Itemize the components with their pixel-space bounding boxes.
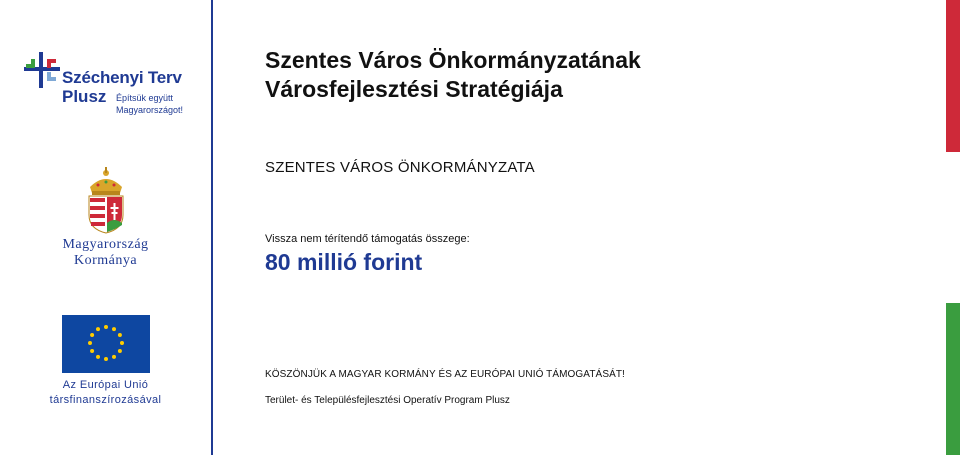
szechenyi-cross-icon bbox=[22, 50, 62, 90]
eu-line2: társfinanszírozásával bbox=[49, 394, 162, 406]
program-name: Terület- és Településfejlesztési Operatív Program Plusz bbox=[265, 395, 510, 406]
szechenyi-plusz: Plusz bbox=[62, 87, 107, 106]
support-label: Vissza nem térítendő támogatás összege: bbox=[265, 233, 470, 245]
eu-stars-icon bbox=[62, 315, 150, 373]
government-line1: Magyarország bbox=[62, 237, 149, 252]
logo-column bbox=[0, 0, 211, 455]
beneficiary-name: SZENTES VÁROS ÖNKORMÁNYZATA bbox=[265, 159, 535, 176]
hungarian-coat-of-arms-icon bbox=[76, 165, 136, 235]
thanks-text: KÖSZÖNJÜK A MAGYAR KORMÁNY ÉS AZ EURÓPAI UNIÓ TÁMOGATÁSÁT! bbox=[265, 369, 625, 380]
project-title bbox=[265, 46, 641, 104]
szechenyi-tagline-line2: Magyarországot! bbox=[116, 105, 184, 115]
vertical-divider bbox=[211, 0, 213, 455]
szechenyi-tagline-line1: Építsük együtt bbox=[116, 93, 174, 103]
szechenyi-tagline bbox=[116, 92, 206, 116]
eu-line1: Az Európai Unió bbox=[62, 379, 149, 391]
flag-stripe-red bbox=[946, 0, 960, 152]
project-title-line1: Szentes Város Önkormányzatának bbox=[265, 47, 641, 73]
project-title-line2: Városfejlesztési Stratégiája bbox=[265, 76, 563, 102]
szechenyi-title: Széchenyi Terv bbox=[62, 68, 182, 87]
government-line2: Kormánya bbox=[73, 253, 138, 268]
eu-flag-icon bbox=[62, 315, 150, 373]
szechenyi-terv-logo bbox=[22, 50, 202, 120]
flag-stripe-green bbox=[946, 303, 960, 455]
support-amount: 80 millió forint bbox=[265, 249, 423, 275]
